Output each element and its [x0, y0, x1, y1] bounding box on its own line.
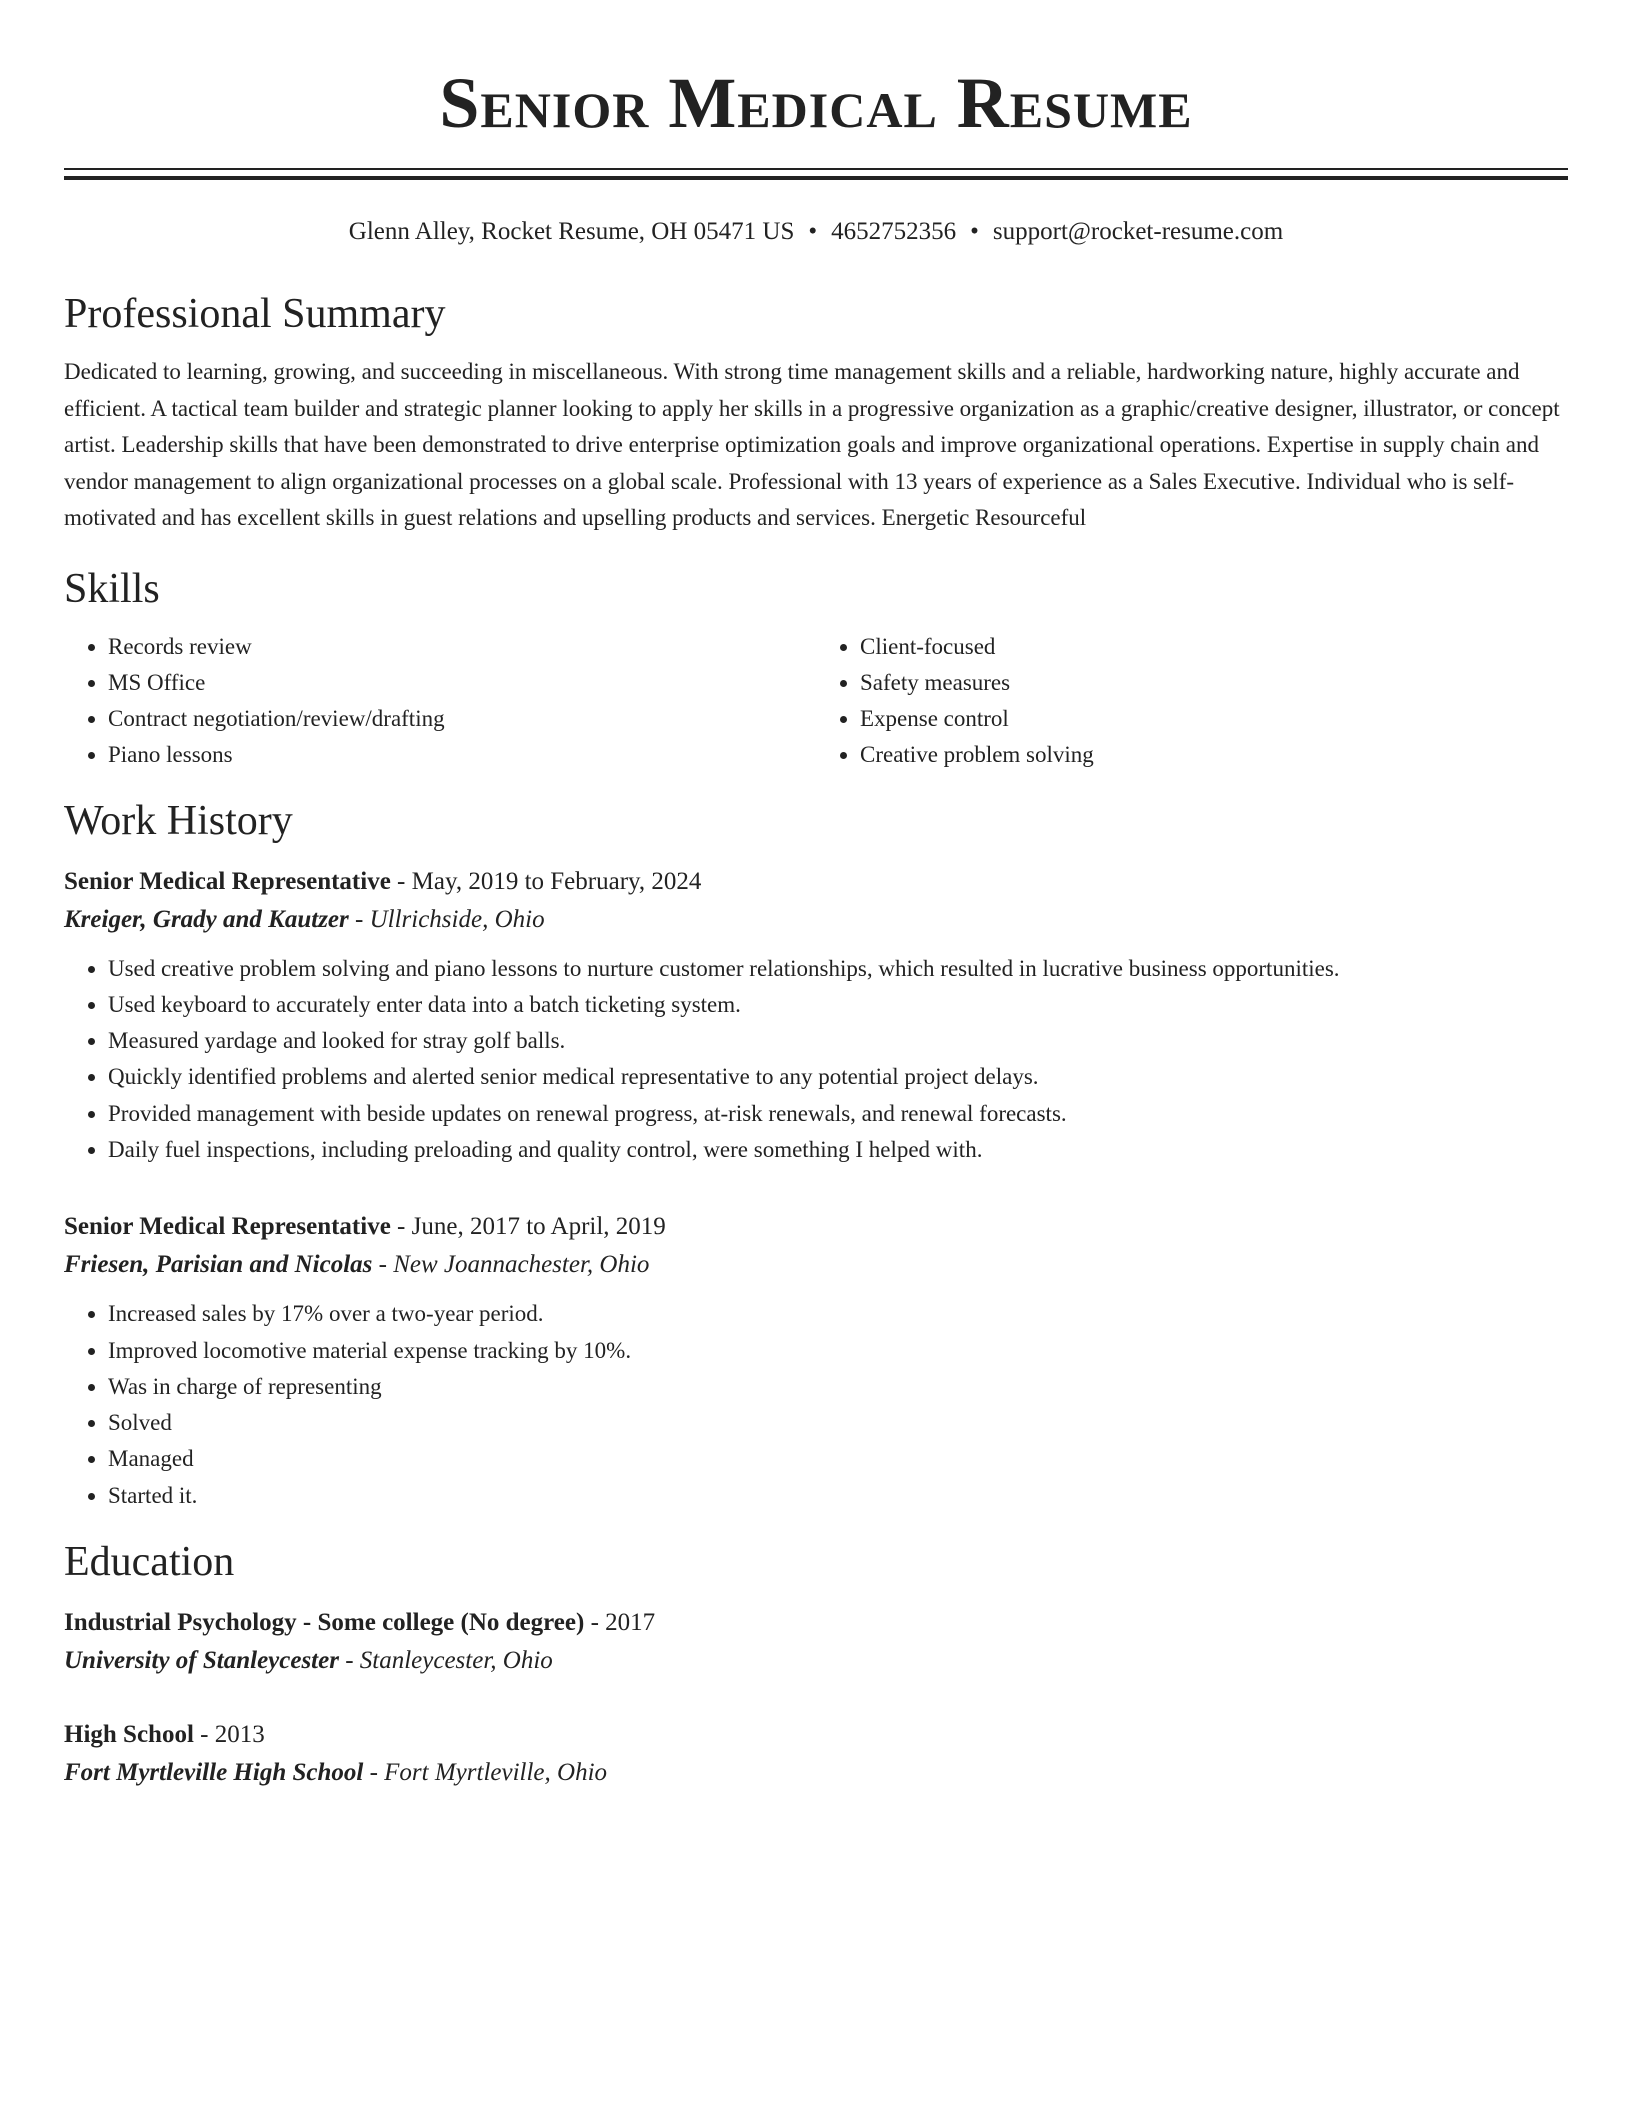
skill-item: • Records review	[108, 629, 816, 665]
job-title: Senior Medical Representative	[64, 867, 391, 895]
contact-email: support@rocket-resume.com	[992, 218, 1284, 245]
contact-phone: 4652752356	[831, 218, 957, 245]
job-entry	[64, 863, 1568, 1169]
education-school-line	[64, 1642, 1568, 1680]
title-divider-thick	[64, 176, 1568, 180]
skills-columns	[64, 629, 1568, 773]
contact-address: Glenn Alley, Rocket Resume, OH 05471 US	[348, 218, 795, 245]
contact-separator: •	[808, 218, 818, 245]
skill-item: • Expense control	[860, 701, 1568, 737]
list-item: • Used creative problem solving and piano lessons to nurture customer relationships, which resulted in lucrative business opportunities.	[108, 951, 1568, 987]
list-item: • Daily fuel inspections, including preloading and quality control, were something I helped with.	[108, 1132, 1568, 1168]
degree: Industrial Psychology - Some college (No degree)	[64, 1609, 585, 1637]
list-item: • Managed	[108, 1441, 1568, 1477]
skill-item: • Client-focused	[860, 629, 1568, 665]
skills-right-list	[816, 629, 1568, 773]
contact-separator: •	[970, 218, 979, 245]
list-item: • Quickly identified problems and alerted senior medical representative to any potential project delays.	[108, 1059, 1568, 1095]
school-location: - Stanleycester, Ohio	[338, 1647, 553, 1675]
summary-heading: Professional Summary	[64, 291, 446, 337]
list-item: • Was in charge of representing	[108, 1369, 1568, 1405]
page-title: Senior Medical Resume	[439, 63, 1193, 143]
job-employer	[64, 1246, 1568, 1284]
education-heading-line	[64, 1716, 1568, 1754]
contact-line	[64, 216, 1568, 248]
skill-item: • MS Office	[108, 665, 816, 701]
education-school-line	[64, 1754, 1568, 1792]
school-name: Fort Myrtleville High School	[64, 1759, 364, 1787]
skill-item: • Safety measures	[860, 665, 1568, 701]
list-item: • Improved locomotive material expense tracking by 10%.	[108, 1333, 1568, 1369]
company-location: - Ullrichside, Ohio	[348, 905, 545, 933]
education-heading: Education	[64, 1539, 235, 1586]
job-entry	[64, 1208, 1568, 1514]
list-item: • Used keyboard to accurately enter data into a batch ticketing system.	[108, 987, 1568, 1023]
list-item: • Increased sales by 17% over a two-year period.	[108, 1296, 1568, 1332]
education-entry	[64, 1716, 1568, 1792]
skills-section	[64, 563, 1568, 773]
skill-item: • Creative problem solving	[860, 737, 1568, 773]
work-history-section	[64, 795, 1568, 1515]
job-dates: - May, 2019 to February, 2024	[390, 867, 702, 895]
skills-left-list	[64, 629, 816, 773]
graduation-year: - 2013	[193, 1721, 265, 1749]
title-divider-thin	[64, 168, 1568, 170]
job-bullets	[64, 951, 1568, 1169]
education-entry	[64, 1604, 1568, 1680]
job-dates: - June, 2017 to April, 2019	[390, 1213, 666, 1241]
education-heading-line	[64, 1604, 1568, 1642]
list-item: • Started it.	[108, 1478, 1568, 1514]
summary-section	[64, 288, 1568, 537]
skill-item: • Contract negotiation/review/drafting	[108, 701, 816, 737]
list-item: • Provided management with beside updates on renewal progress, at-risk renewals, and renewal forecasts.	[108, 1096, 1568, 1132]
education-section	[64, 1536, 1568, 1792]
job-heading	[64, 1208, 1568, 1246]
company-name: Friesen, Parisian and Nicolas	[64, 1251, 373, 1279]
school-name: University of Stanleycester	[64, 1647, 339, 1675]
degree: High School	[64, 1721, 194, 1749]
job-heading	[64, 863, 1568, 901]
list-item: • Solved	[108, 1405, 1568, 1441]
job-employer	[64, 901, 1568, 939]
skill-item: • Piano lessons	[108, 737, 816, 773]
job-title: Senior Medical Representative	[64, 1213, 391, 1241]
company-name: Kreiger, Grady and Kautzer	[64, 905, 349, 933]
graduation-year: - 2017	[584, 1609, 656, 1637]
summary-text: Dedicated to learning, growing, and succeeding in miscellaneous. With strong time management skills and a reliable, hardworking nature, highly accurate and efficient. A tactical team builder and strategic planner looking to apply her skills in a progressive organization as a graphic/creative designer, illustrator, or concept artist. Leadership skills that have been demonstrated to drive enterprise optimization goals and improve organizational operations. Expertise in supply chain and vendor management to align organizational processes on a global scale. Professional with 13 years of experience as a Sales Executive. Individual who is self-motivated and has excellent skills in guest relations and upselling products and services. Energetic Resourceful	[64, 359, 1560, 530]
skills-heading: Skills	[64, 565, 160, 612]
school-location: - Fort Myrtleville, Ohio	[363, 1759, 608, 1787]
job-bullets	[64, 1296, 1568, 1514]
company-location: - New Joannachester, Ohio	[372, 1251, 650, 1279]
list-item: • Measured yardage and looked for stray golf balls.	[108, 1023, 1568, 1059]
work-history-heading: Work History	[64, 797, 293, 844]
